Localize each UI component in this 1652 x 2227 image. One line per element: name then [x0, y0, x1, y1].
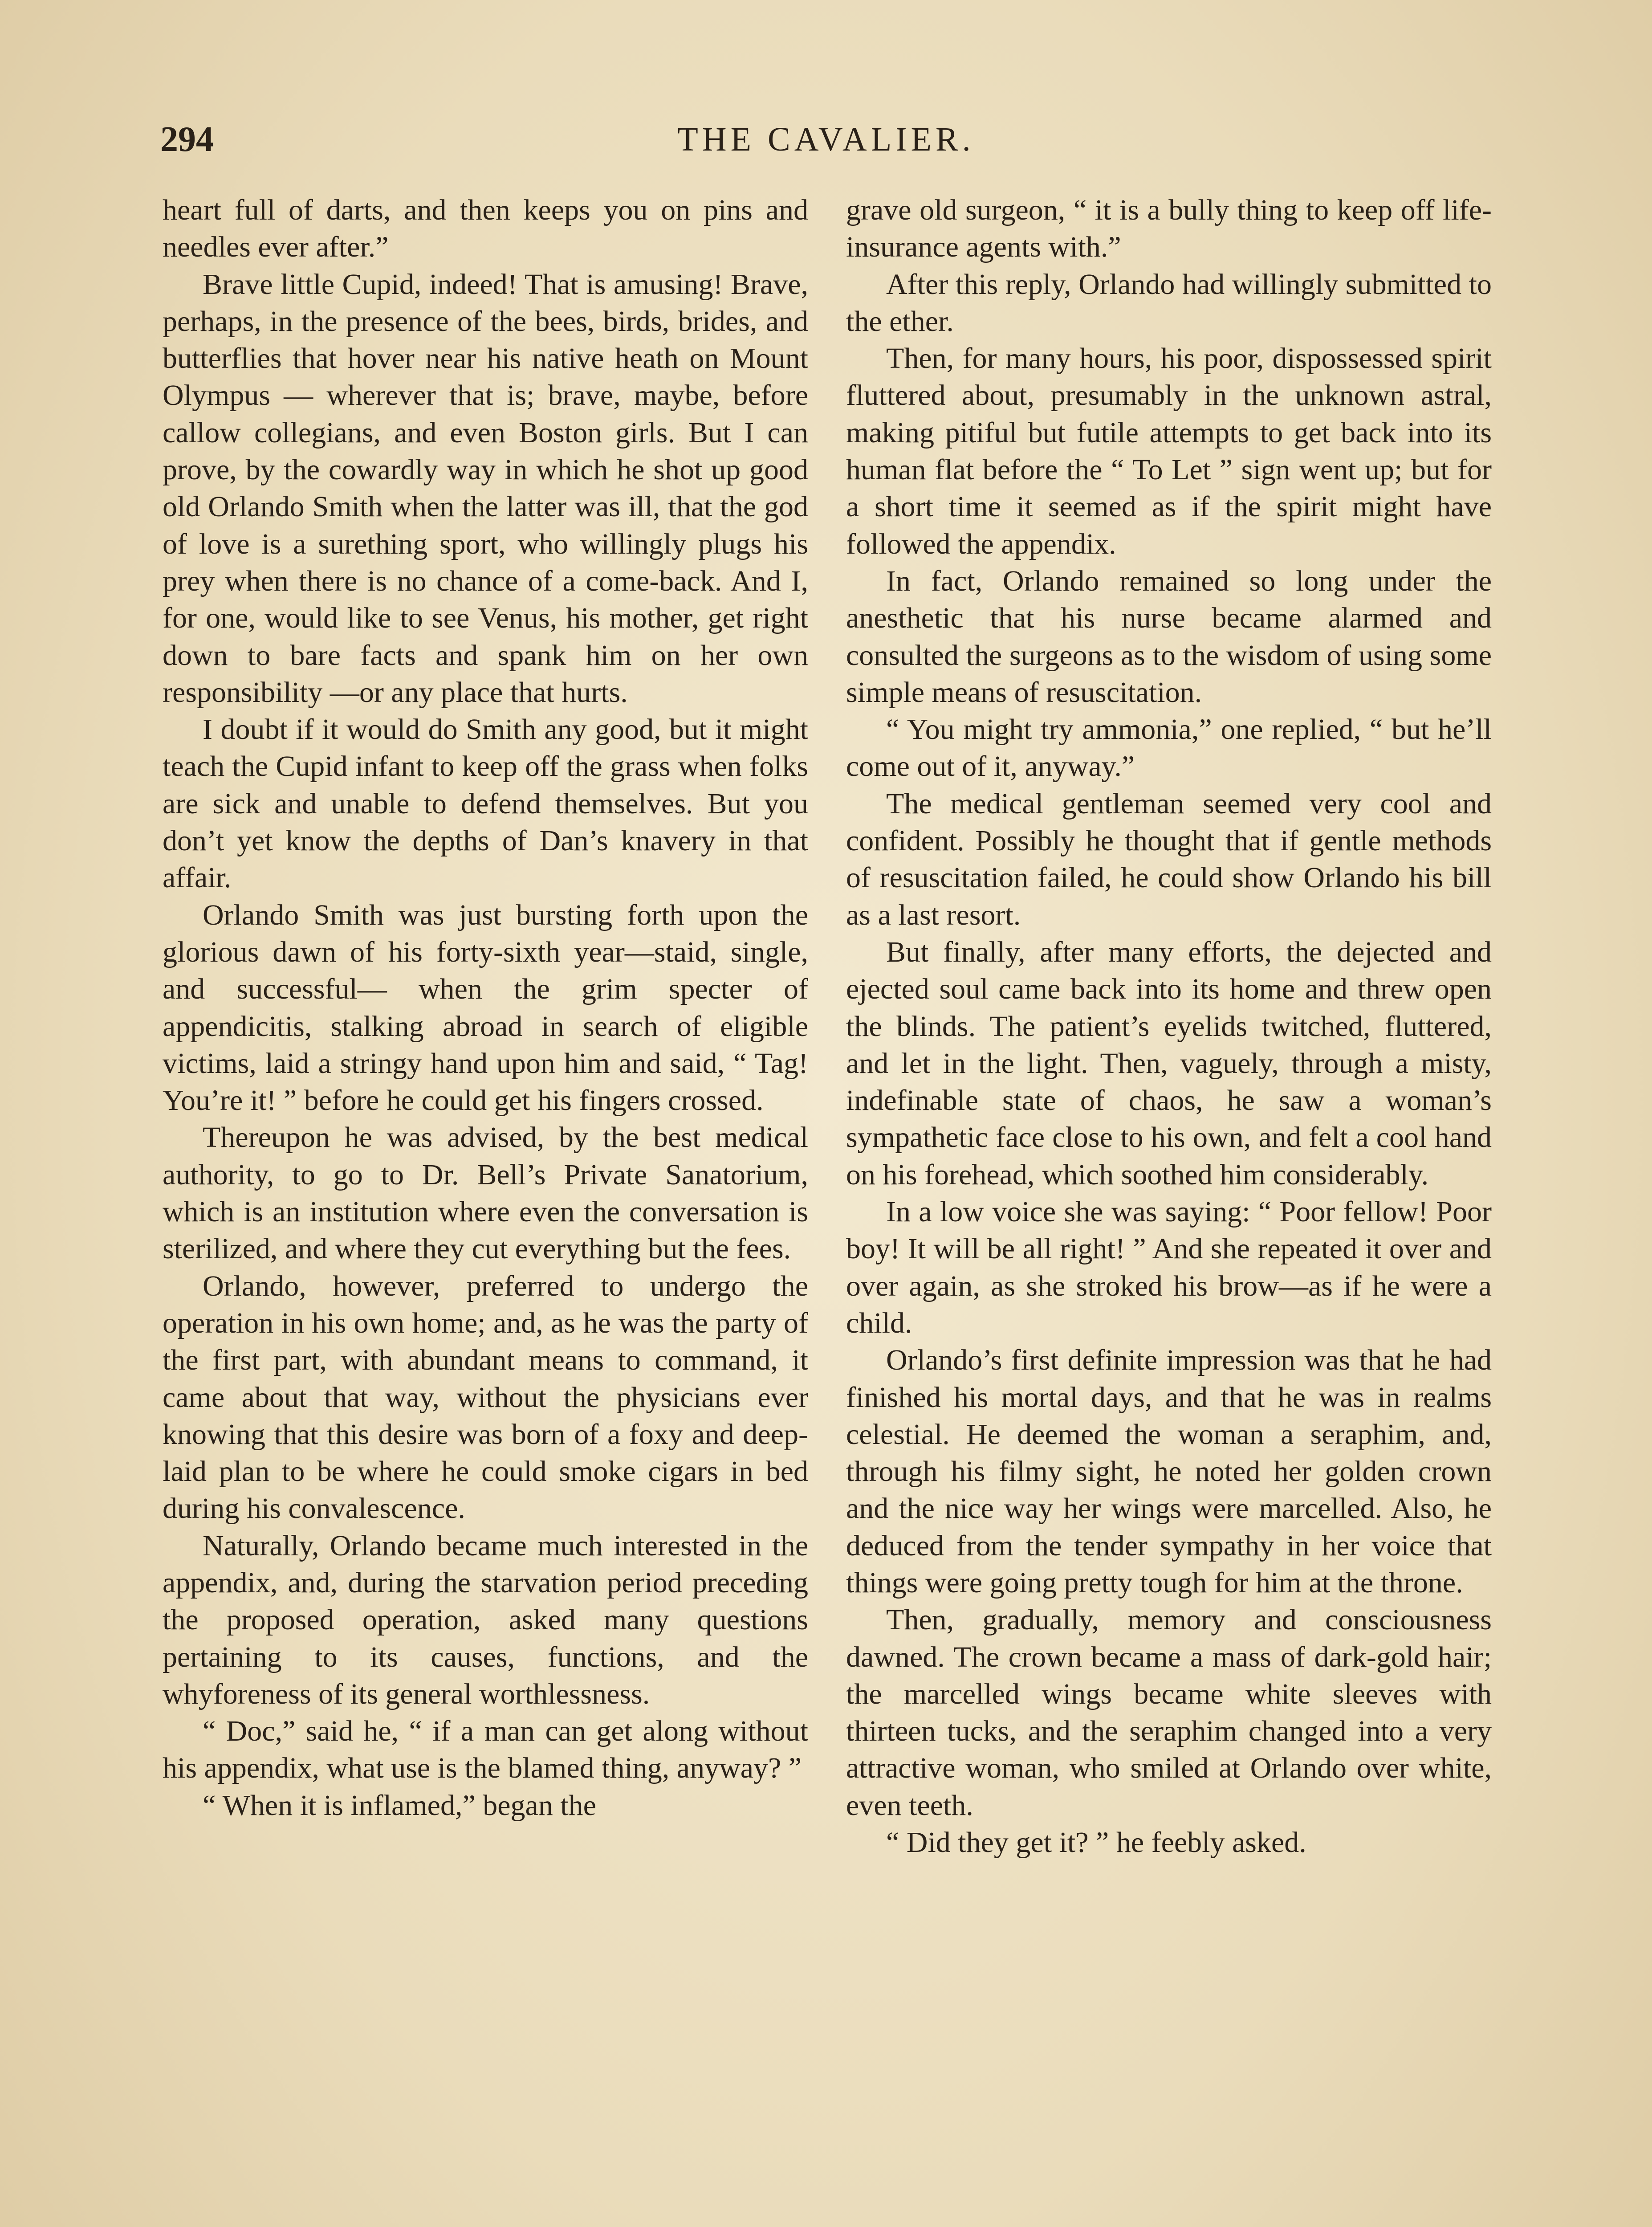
paragraph: In fact, Orlando remained so long under the anesthetic that his nurse became alarmed and consulted the surgeons as to the wisdom of using some simple means of resuscitation.	[846, 564, 1492, 709]
right-column	[846, 192, 1492, 1861]
paragraph: The medical gentleman seemed very cool and confident. Possibly he thought that if gentle methods of resuscitation failed, he could show Orlando his bill as a last resort.	[846, 787, 1492, 931]
page-number: 294	[160, 120, 214, 159]
paragraph: “ Did they get it? ” he feebly asked.	[886, 1826, 1306, 1859]
paragraph: Orlando Smith was just bursting forth upon the glorious dawn of his forty-sixth year—staid, single, and successful— when the grim specter of appendicitis, stalking abroad in search of eligible victims, laid a stringy hand upon him and said, “ Tag! You’re it! ” before he could get his fingers crossed.	[163, 898, 808, 1117]
paragraph: “ Doc,” said he, “ if a man can get along without his appendix, what use is the blamed thing, anyway? ”	[163, 1715, 808, 1785]
left-column	[163, 192, 808, 1824]
paragraph: But finally, after many efforts, the dejected and ejected soul came back into its home and threw open the blinds. The patient’s eyelids twitched, fluttered, and let in the light. Then, vaguely, through a misty, indefinable state of chaos, he saw a woman’s sympathetic face close to his own, and felt a cool hand on his forehead, which soothed him considerably.	[846, 935, 1492, 1191]
paragraph: Orlando, however, preferred to undergo the operation in his own home; and, as he was the party of the first part, with abundant means to command, it came about that way, without the physicians ever knowing that this desire was born of a foxy and deep-laid plan to be where he could smoke cigars in bed during his convalescence.	[163, 1269, 808, 1525]
paragraph: “ You might try ammonia,” one replied, “ but he’ll come out of it, anyway.”	[846, 713, 1492, 783]
paragraph: “ When it is inflamed,” began the	[203, 1789, 596, 1822]
paragraph: grave old surgeon, “ it is a bully thing to keep off life-insurance agents with.”	[846, 194, 1492, 264]
paragraph: Then, gradually, memory and consciousness dawned. The crown became a mass of dark-gold hair; the marcelled wings became white sleeves with thirteen tucks, and the seraphim changed into a very attractive woman, who smiled at Orlando over white, even teeth.	[846, 1603, 1492, 1822]
paragraph: Brave little Cupid, indeed! That is amusing! Brave, perhaps, in the presence of the bees, birds, brides, and butterflies that hover near his native heath on Mount Olympus — wherever that is; brave, maybe, before callow collegians, and even Boston girls. But I can prove, by the cowardly way in which he shot up good old Orlando Smith when the latter was ill, that the god of love is a surething sport, who willingly plugs his prey when there is no chance of a come-back. And I, for one, would like to see Venus, his mother, get right down to bare facts and spank him on her own responsibility —or any place that hurts.	[163, 268, 808, 709]
paragraph: After this reply, Orlando had willingly submitted to the ether.	[846, 268, 1492, 338]
running-title: THE CAVALIER.	[677, 121, 975, 158]
paragraph: Naturally, Orlando became much interested in the appendix, and, during the starvation period preceding the proposed operation, asked many questions pertaining to its causes, functions, and the whyforeness of its general worthlessness.	[163, 1529, 808, 1710]
paragraph: heart full of darts, and then keeps you on pins and needles ever after.”	[163, 194, 808, 264]
paragraph: I doubt if it would do Smith any good, but it might teach the Cupid infant to keep off the grass when folks are sick and unable to defend themselves. But you don’t yet know the depths of Dan’s knavery in that affair.	[163, 713, 808, 894]
paragraph: Then, for many hours, his poor, dispossessed spirit fluttered about, presumably in the unknown astral, making pitiful but futile attempts to get back into its human flat before the “ To Let ” sign went up; but for a short time it seemed as if the spirit might have followed the appendix.	[846, 342, 1492, 560]
paragraph: Orlando’s first definite impression was that he had finished his mortal days, and that he was in realms celestial. He deemed the woman a seraphim, and, through his filmy sight, he noted her golden crown and the nice way her wings were marcelled. Also, he deduced from the tender sympathy in her voice that things were going pretty tough for him at the throne.	[846, 1344, 1492, 1599]
paragraph: Thereupon he was advised, by the best medical authority, to go to Dr. Bell’s Private Sanatorium, which is an institution where even the conversation is sterilized, and where they cut everything but the fees.	[163, 1121, 808, 1265]
paragraph: In a low voice she was saying: “ Poor fellow! Poor boy! It will be all right! ” And she repeated it over and over again, as she stroked his brow—as if he were a child.	[846, 1195, 1492, 1339]
page-header	[160, 115, 1492, 164]
